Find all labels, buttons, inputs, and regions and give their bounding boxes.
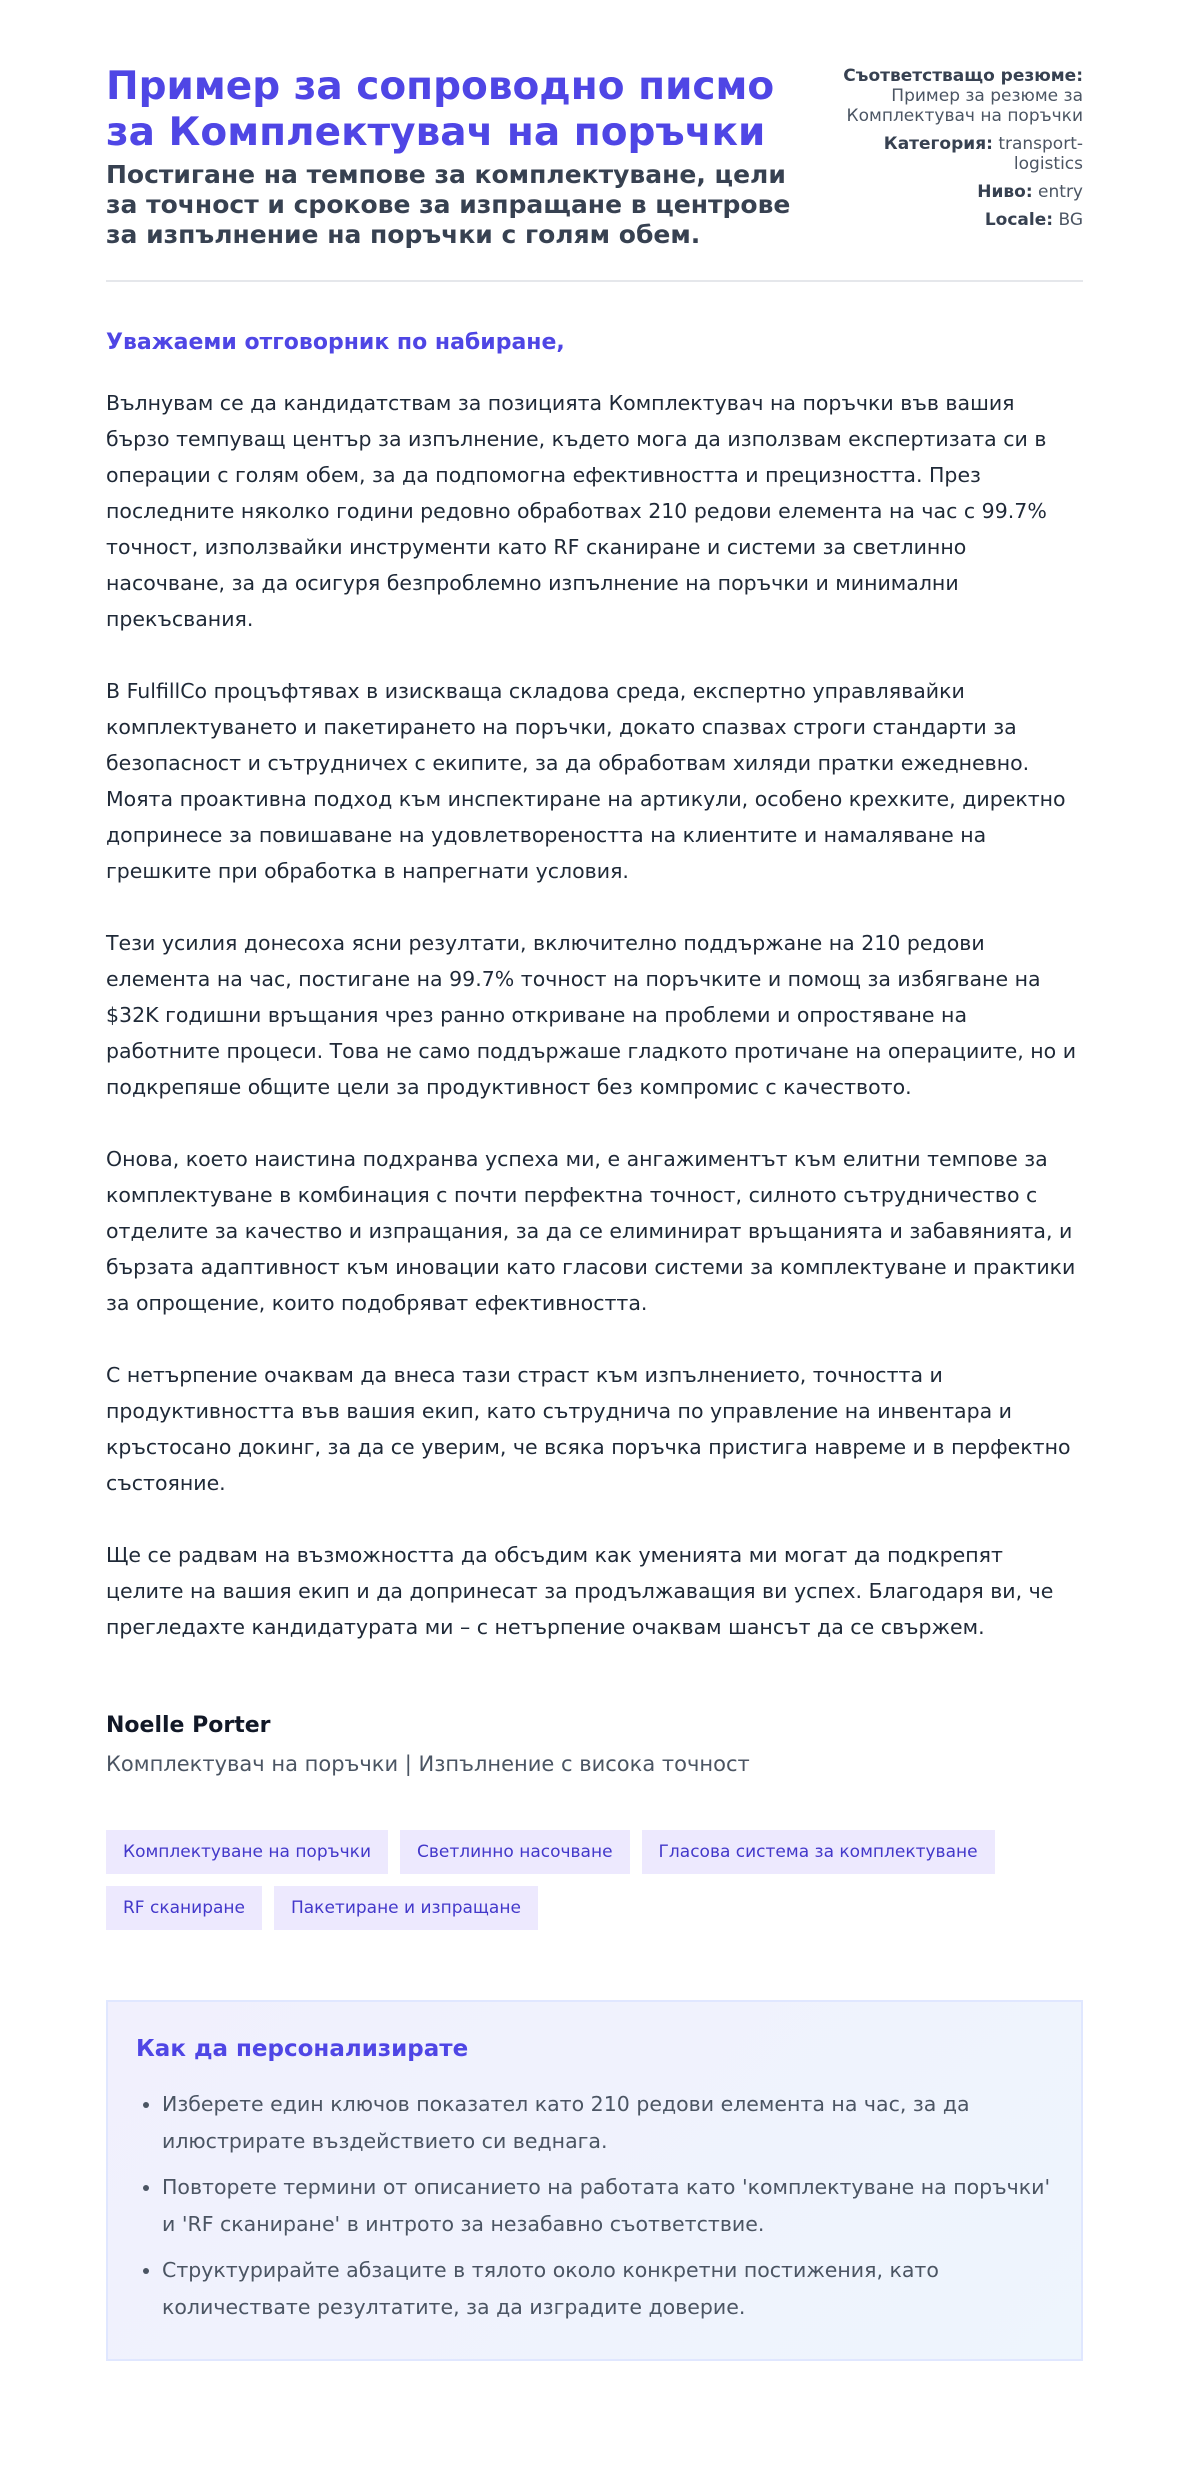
letter-body: [106, 385, 1083, 1645]
resume-label: Съответстващо резюме:: [843, 66, 1083, 86]
header: [106, 64, 1083, 250]
level-value: entry: [1038, 182, 1083, 202]
paragraph: Тези усилия донесоха ясни резултати, включително поддържане на 210 редови елемента на час, постигане на 99.7% точност на поръчките и помощ за избягване на $32K годишни връщания чрез ранно откриване на проблеми и опростяване на работните процеси. Това не само поддържаше гладкото протичане на операциите, но и подкрепяше общите цели за продуктивност без компромис с качеството.: [106, 931, 1077, 1099]
locale-value: BG: [1058, 210, 1083, 230]
paragraph: В FulfillCo процъфтявах в изискваща складова среда, експертно управлявайки комплектуването и пакетирането на поръчки, докато спазвах строги стандарти за безопасност и сътрудничех с екипите, за да обработвам хиляди пратки ежедневно. Моята проактивна подход към инспектиране на артикули, особено крехките, директно допринесе за повишаване на удовлетвореността на клиентите и намаляване на грешките при обработка в напрегнати условия.: [106, 679, 1066, 883]
signature-name: Noelle Porter: [106, 1713, 271, 1738]
meta-panel: [843, 66, 1083, 238]
skill-tag: Гласова система за комплектуване: [642, 1830, 995, 1874]
resume-value[interactable]: Пример за резюме за Комплектувач на поръчки: [846, 86, 1083, 126]
tips-title: Как да персонализирате: [136, 2036, 469, 2062]
tip-item: • Структурирайте абзаците в тялото около конкретни постижения, като количествате резултатите, за да изградите доверие.: [162, 2252, 1053, 2326]
tips-list: [136, 2086, 1053, 2326]
skill-tag: Комплектуване на поръчки: [106, 1830, 388, 1874]
tip-item: • Изберете един ключов показател като 210 редови елемента на час, за да илюстрирате въздействието си веднага.: [162, 2086, 1053, 2160]
tips-box: [106, 2000, 1083, 2361]
page-title: Пример за сопроводно писмо за Комплектувач на поръчки: [106, 64, 775, 155]
locale-label: Locale:: [984, 210, 1054, 230]
paragraph: Онова, което наистина подхранва успеха ми, е ангажиментът към елитни темпове за комплектуване в комбинация с почти перфектна точност, силното сътрудничество с отделите за качество и изпращания, за да се елиминират връщанията и забавянията, и бързата адаптивност към иновации като гласови системи за комплектуване и практики за опрощение, които подобряват ефективността.: [106, 1147, 1076, 1315]
skill-tags: [106, 1830, 1106, 1930]
page-subtitle: Постигане на темпове за комплектуване, цели за точност и срокове за изпращане в центрове за изпълнение на поръчки с голям обем.: [106, 160, 791, 249]
tip-item: • Повторете термини от описанието на работата като 'комплектуване на поръчки' и 'RF сканиране' в интрото за незабавно съответствие.: [162, 2169, 1053, 2243]
skill-tag: Светлинно насочване: [400, 1830, 630, 1874]
category-label: Категория:: [883, 134, 993, 154]
paragraph: Вълнувам се да кандидатствам за позицията Комплектувач на поръчки във вашия бързо темпуващ център за изпълнение, където мога да използвам експертизата си в операции с голям обем, за да подпомогна ефективността и прецизността. През последните няколко години редовно обработвах 210 редови елемента на час с 99.7% точност, използвайки инструменти като RF сканиране и системи за светлинно насочване, за да осигуря безпроблемно изпълнение на поръчки и минимални прекъсвания.: [106, 391, 1047, 631]
divider: [106, 280, 1083, 282]
category-value: transport-logistics: [998, 134, 1083, 174]
paragraph: Ще се радвам на възможността да обсъдим как уменията ми могат да подкрепят целите на вашия екип и да допринесат за продължаващия ви успех. Благодаря ви, че прегледахте кандидатурата ми – с нетърпение очаквам шансът да се свържем.: [106, 1543, 1054, 1639]
greeting: Уважаеми отговорник по набиране,: [106, 330, 565, 355]
skill-tag: RF сканиране: [106, 1886, 262, 1930]
skill-tag: Пакетиране и изпращане: [274, 1886, 538, 1930]
paragraph: С нетърпение очаквам да внеса тази страст към изпълнението, точността и продуктивността във вашия екип, като сътруднича по управление на инвентара и кръстосано докинг, за да се уверим, че всяка поръчка пристига навреме и в перфектно състояние.: [106, 1363, 1071, 1495]
level-label: Ниво:: [977, 182, 1033, 202]
signature-title: Комплектувач на поръчки | Изпълнение с висока точност: [106, 1752, 750, 1776]
